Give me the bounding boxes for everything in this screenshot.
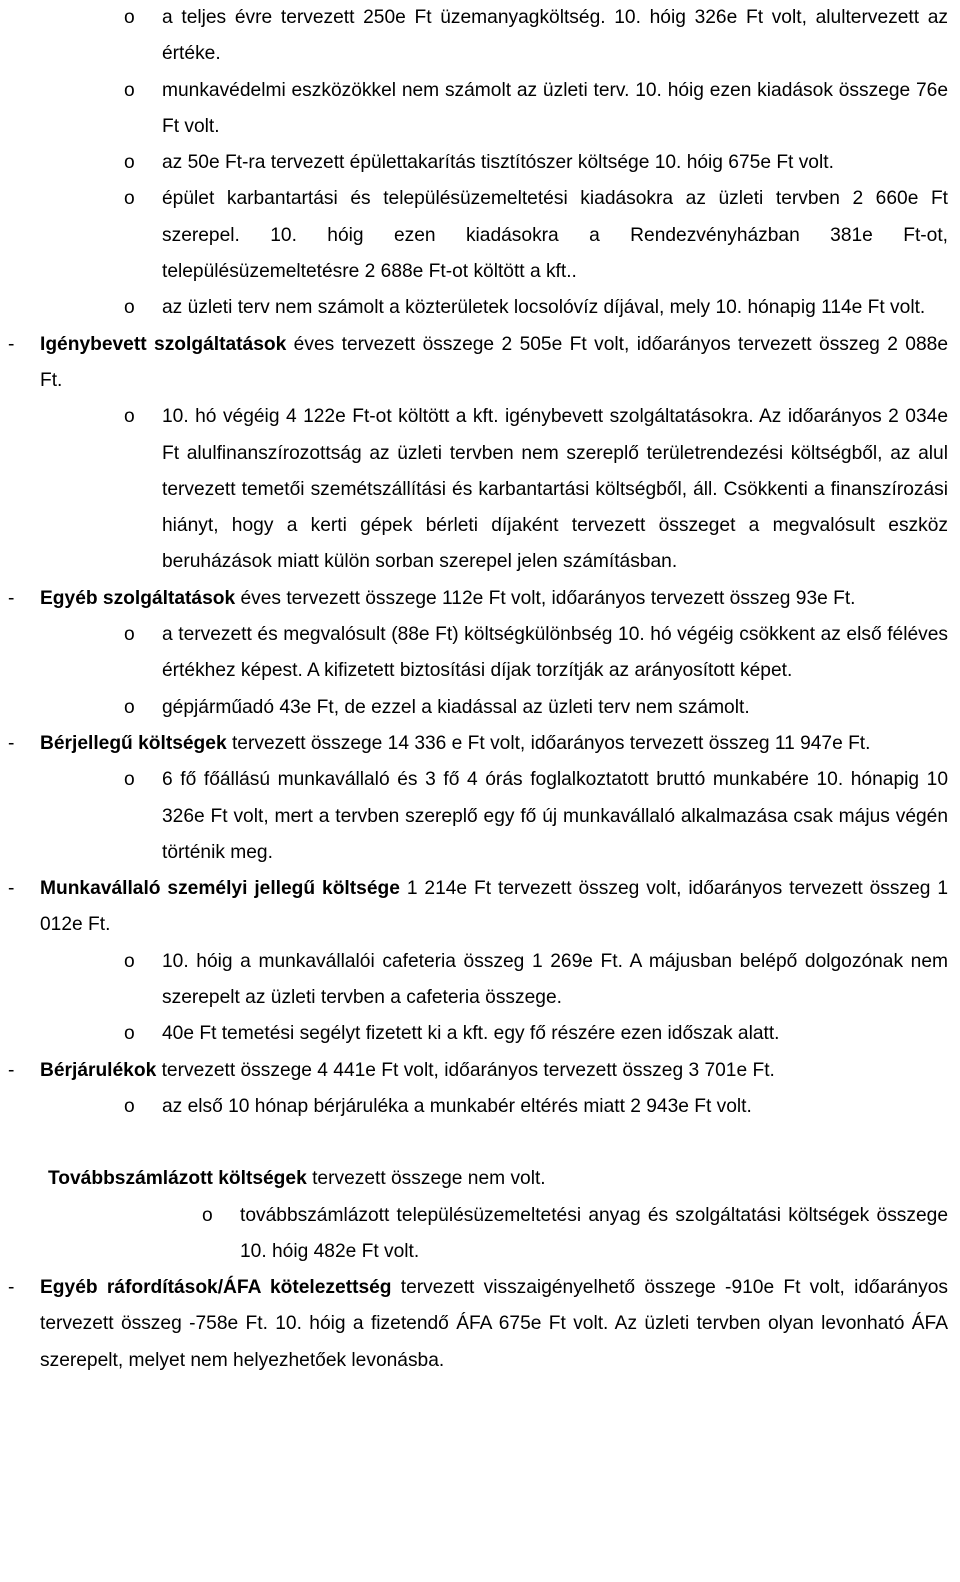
sub-bullet-item: [0, 617, 960, 690]
circle-bullet-marker: o: [124, 79, 135, 101]
sub-bullet-item: [0, 1089, 960, 1125]
item-text: éves tervezett összege 112e Ft volt, időarányos tervezett összeg 93e Ft.: [235, 587, 856, 609]
item-text: gépjárműadó 43e Ft, de ezzel a kiadással az üzleti terv nem számolt.: [162, 696, 750, 718]
sub-bullet-item: [0, 762, 960, 871]
bold-term: Igénybevett szolgáltatások: [40, 333, 287, 355]
circle-bullet-marker: o: [124, 188, 135, 210]
bold-term: Bérjellegű költségek: [40, 732, 227, 754]
item-text: tervezett összege 14 336 e Ft volt, időarányos tervezett összeg 11 947e Ft.: [226, 732, 871, 754]
circle-bullet-marker: o: [124, 152, 135, 174]
item-text: az 50e Ft-ra tervezett épülettakarítás tisztítószer költsége 10. hóig 675e Ft volt.: [162, 152, 834, 174]
sub-bullet-item: [0, 1016, 960, 1052]
item-text: épület karbantartási és településüzemeltetési kiadásokra az üzleti tervben 2 660e Ft szerepel. 10. hóig ezen kiadásokra a Rendezvényházban 381e Ft-ot, településüzemeltetésre 2 688e Ft-ot költött a kft..: [162, 188, 948, 283]
dash-bullet-marker: -: [8, 333, 15, 355]
circle-bullet-marker: o: [124, 7, 135, 28]
bold-term: Továbbszámlázott költségek: [48, 1168, 307, 1190]
item-text: 1 214e Ft tervezett összeg volt, időarányos tervezett összeg 1 012e Ft.: [40, 878, 949, 936]
item-text: munkavédelmi eszközökkel nem számolt az üzleti terv. 10. hóig ezen kiadások összege 76e Ft volt.: [162, 79, 948, 137]
sub-bullet-item: [0, 944, 960, 1017]
circle-bullet-marker: o: [124, 769, 135, 791]
item-text: 10. hó végéig 4 122e Ft-ot költött a kft. igénybevett szolgáltatásokra. Az időarányos 2 034e Ft alulfinanszírozottság az üzleti tervben nem szereplő területrendezési költségből, az alul tervezett temetői szemétszállítási és karbantartási költségből, áll. Csökkenti a finanszírozási hiányt, hogy a kerti gépek bérleti díjaként tervezett összeget a megvalósult eszköz beruházások miatt külön sorban szerepel jelen számításban.: [162, 406, 948, 573]
sub-bullet-item: [0, 181, 960, 290]
sub-bullet-item: [0, 290, 960, 326]
dash-bullet-item: [0, 726, 960, 762]
item-text: az üzleti terv nem számolt a közterületek locsolóvíz díjával, mely 10. hónapig 114e Ft volt.: [162, 297, 926, 319]
sub-bullet-item: [0, 399, 960, 580]
sub-bullet-item: [0, 73, 960, 146]
circle-bullet-marker: o: [124, 1023, 135, 1045]
circle-bullet-marker: o: [124, 624, 135, 646]
dash-bullet-marker: -: [8, 1059, 15, 1081]
item-text: az első 10 hónap bérjáruléka a munkabér eltérés miatt 2 943e Ft volt.: [162, 1095, 752, 1117]
circle-bullet-marker: o: [124, 406, 135, 428]
item-text: éves tervezett összege 2 505e Ft volt, időarányos tervezett összeg 2 088e Ft.: [40, 333, 948, 391]
item-text: tervezett összege nem volt.: [306, 1168, 546, 1190]
paragraph-gap: [0, 1125, 960, 1161]
item-text: a teljes évre tervezett 250e Ft üzemanyagköltség. 10. hóig 326e Ft volt, alultervezett az értéke.: [162, 7, 948, 65]
bold-term: Egyéb ráfordítások/ÁFA kötelezettség: [40, 1277, 392, 1299]
dash-bullet-item: [0, 871, 960, 944]
bold-term: Bérjárulékok: [40, 1059, 157, 1081]
item-text: 40e Ft temetési segélyt fizetett ki a kft. egy fő részére ezen időszak alatt.: [162, 1023, 780, 1045]
circle-bullet-marker: o: [124, 696, 135, 718]
dash-bullet-marker: -: [8, 878, 15, 900]
bold-term: Munkavállaló személyi jellegű költsége: [40, 878, 400, 900]
dash-bullet-item: [0, 1053, 960, 1089]
dash-bullet-item: [0, 327, 960, 400]
item-text: továbbszámlázott településüzemeltetési anyag és szolgáltatási költségek összege 10. hóig 482e Ft volt.: [240, 1204, 948, 1262]
item-text: tervezett összege 4 441e Ft volt, időarányos tervezett összeg 3 701e Ft.: [156, 1059, 775, 1081]
circle-bullet-marker: o: [124, 950, 135, 972]
circle-bullet-marker: o: [124, 297, 135, 319]
item-text: a tervezett és megvalósult (88e Ft) költségkülönbség 10. hó végéig csökkent az első féléves értékhez képest. A kifizetett biztosítási díjak torzítják az arányosított képet.: [162, 624, 948, 682]
bold-term: Egyéb szolgáltatások: [40, 587, 236, 609]
item-text: tervezett visszaigényelhető összege -910e Ft volt, időarányos tervezett összeg -758e Ft. 10. hóig a fizetendő ÁFA 675e Ft volt. Az üzleti tervben olyan levonható ÁFA szerepelt, melyet nem helyezhetőek levonásba.: [40, 1277, 948, 1371]
dash-bullet-marker: -: [8, 587, 15, 609]
item-text: 10. hóig a munkavállalói cafeteria összeg 1 269e Ft. A májusban belépő dolgozónak nem szerepelt az üzleti tervben a cafeteria összege.: [162, 950, 948, 1009]
section-heading-line: [0, 1161, 960, 1197]
dash-bullet-marker: -: [8, 1277, 15, 1299]
sub-bullet-item: [0, 1198, 960, 1271]
circle-bullet-marker: o: [202, 1204, 213, 1226]
circle-bullet-marker: o: [124, 1095, 135, 1117]
dash-bullet-marker: -: [8, 732, 15, 754]
item-text: 6 fő főállású munkavállaló és 3 fő 4 órás foglalkoztatott bruttó munkabére 10. hónapig 10 326e Ft volt, mert a tervben szereplő egy fő új munkavállaló alkalmazása csak május végén történik meg.: [162, 769, 948, 863]
dash-bullet-item: [0, 581, 960, 617]
sub-bullet-item: [0, 690, 960, 726]
sub-bullet-item: [0, 0, 960, 73]
sub-bullet-item: [0, 145, 960, 181]
dash-bullet-item: [0, 1270, 960, 1379]
